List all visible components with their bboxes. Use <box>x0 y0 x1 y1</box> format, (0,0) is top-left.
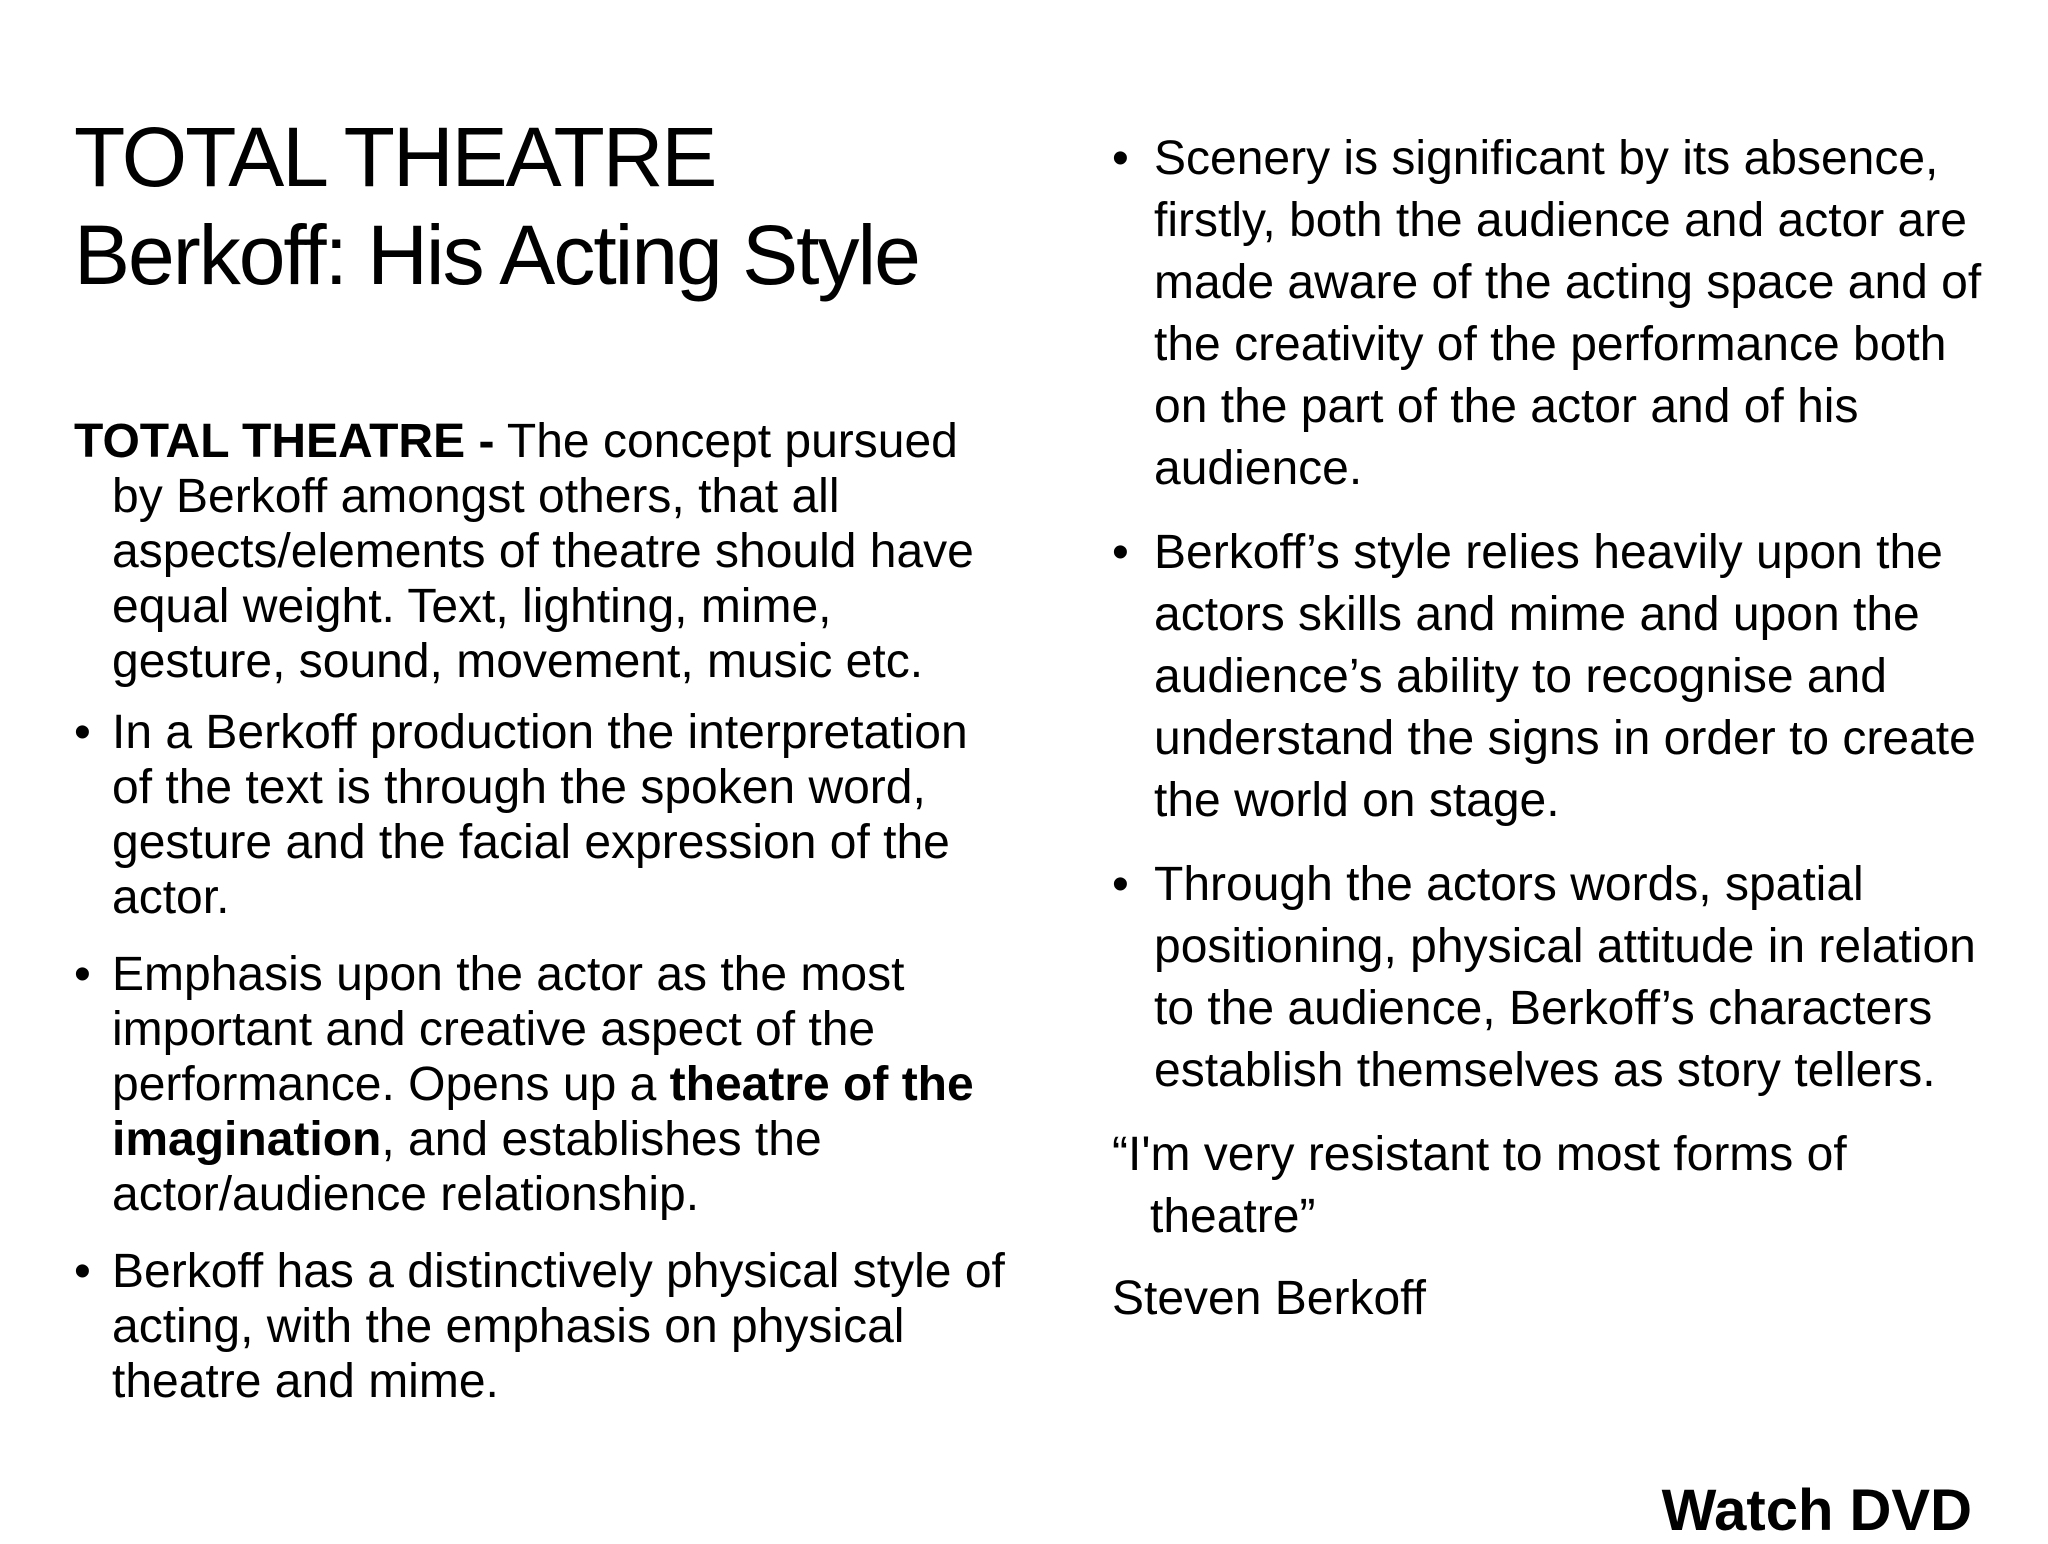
bullet-dot: • <box>1112 526 1129 579</box>
total-theatre-definition <box>74 414 1014 689</box>
bullet-text-bold: theatre of the imagination <box>112 1058 974 1166</box>
left-bullet-3 <box>74 1244 1014 1409</box>
bullet-text: Through the actors words, spatial positioning, physical attitude in relation to the audience, Berkoff’s characters establish themselves as story tellers. <box>1154 858 1976 1097</box>
right-column <box>1112 128 2012 1330</box>
bullet-dot: • <box>1112 858 1129 911</box>
bullet-dot: • <box>1112 132 1129 185</box>
berkoff-quote: “I'm very resistant to most forms of theatre” <box>1112 1128 1847 1243</box>
bullet-text: Berkoff’s style relies heavily upon the actors skills and mime and upon the audience’s ability to recognise and understand the signs in order to create the world on stage. <box>1154 526 1976 827</box>
title-line-1: TOTAL THEATRE <box>74 110 716 204</box>
bullet-text: In a Berkoff production the interpretation of the text is through the spoken word, gesture and the facial expression of the actor. <box>112 706 968 924</box>
left-column <box>74 414 1014 1431</box>
bullet-dot: • <box>74 948 91 1001</box>
title-line-2: Berkoff: His Acting Style <box>74 208 919 302</box>
watch-dvd-label: Watch DVD <box>1661 1478 1972 1543</box>
bullet-text: Berkoff has a distinctively physical style of acting, with the emphasis on physical theatre and mime. <box>112 1245 1005 1408</box>
left-bullet-1 <box>74 705 1014 925</box>
right-bullet-1 <box>1112 128 2012 500</box>
slide-title <box>74 108 1094 304</box>
bullet-dot: • <box>74 1245 91 1298</box>
bullet-text: Scenery is significant by its absence, firstly, both the audience and actor are made aware of the acting space and of the creativity of the performance both on the part of the actor and of his audience. <box>1154 132 1982 495</box>
right-bullet-2 <box>1112 522 2012 832</box>
right-bullet-3 <box>1112 854 2012 1102</box>
quote-author: Steven Berkoff <box>1112 1272 1426 1325</box>
bullet-dot: • <box>74 706 91 759</box>
definition-text: The concept pursued by Berkoff amongst others, that all aspects/elements of theatre should have equal weight. Text, lighting, mime, gesture, sound, movement, music etc. <box>112 415 974 688</box>
left-bullet-2 <box>74 947 1014 1222</box>
bullet-text-post: , and establishes the actor/audience relationship. <box>112 1113 822 1221</box>
definition-term: TOTAL THEATRE - <box>74 415 495 468</box>
bullet-text-pre: Emphasis upon the actor as the most important and creative aspect of the performance. Opens up a <box>112 948 905 1111</box>
